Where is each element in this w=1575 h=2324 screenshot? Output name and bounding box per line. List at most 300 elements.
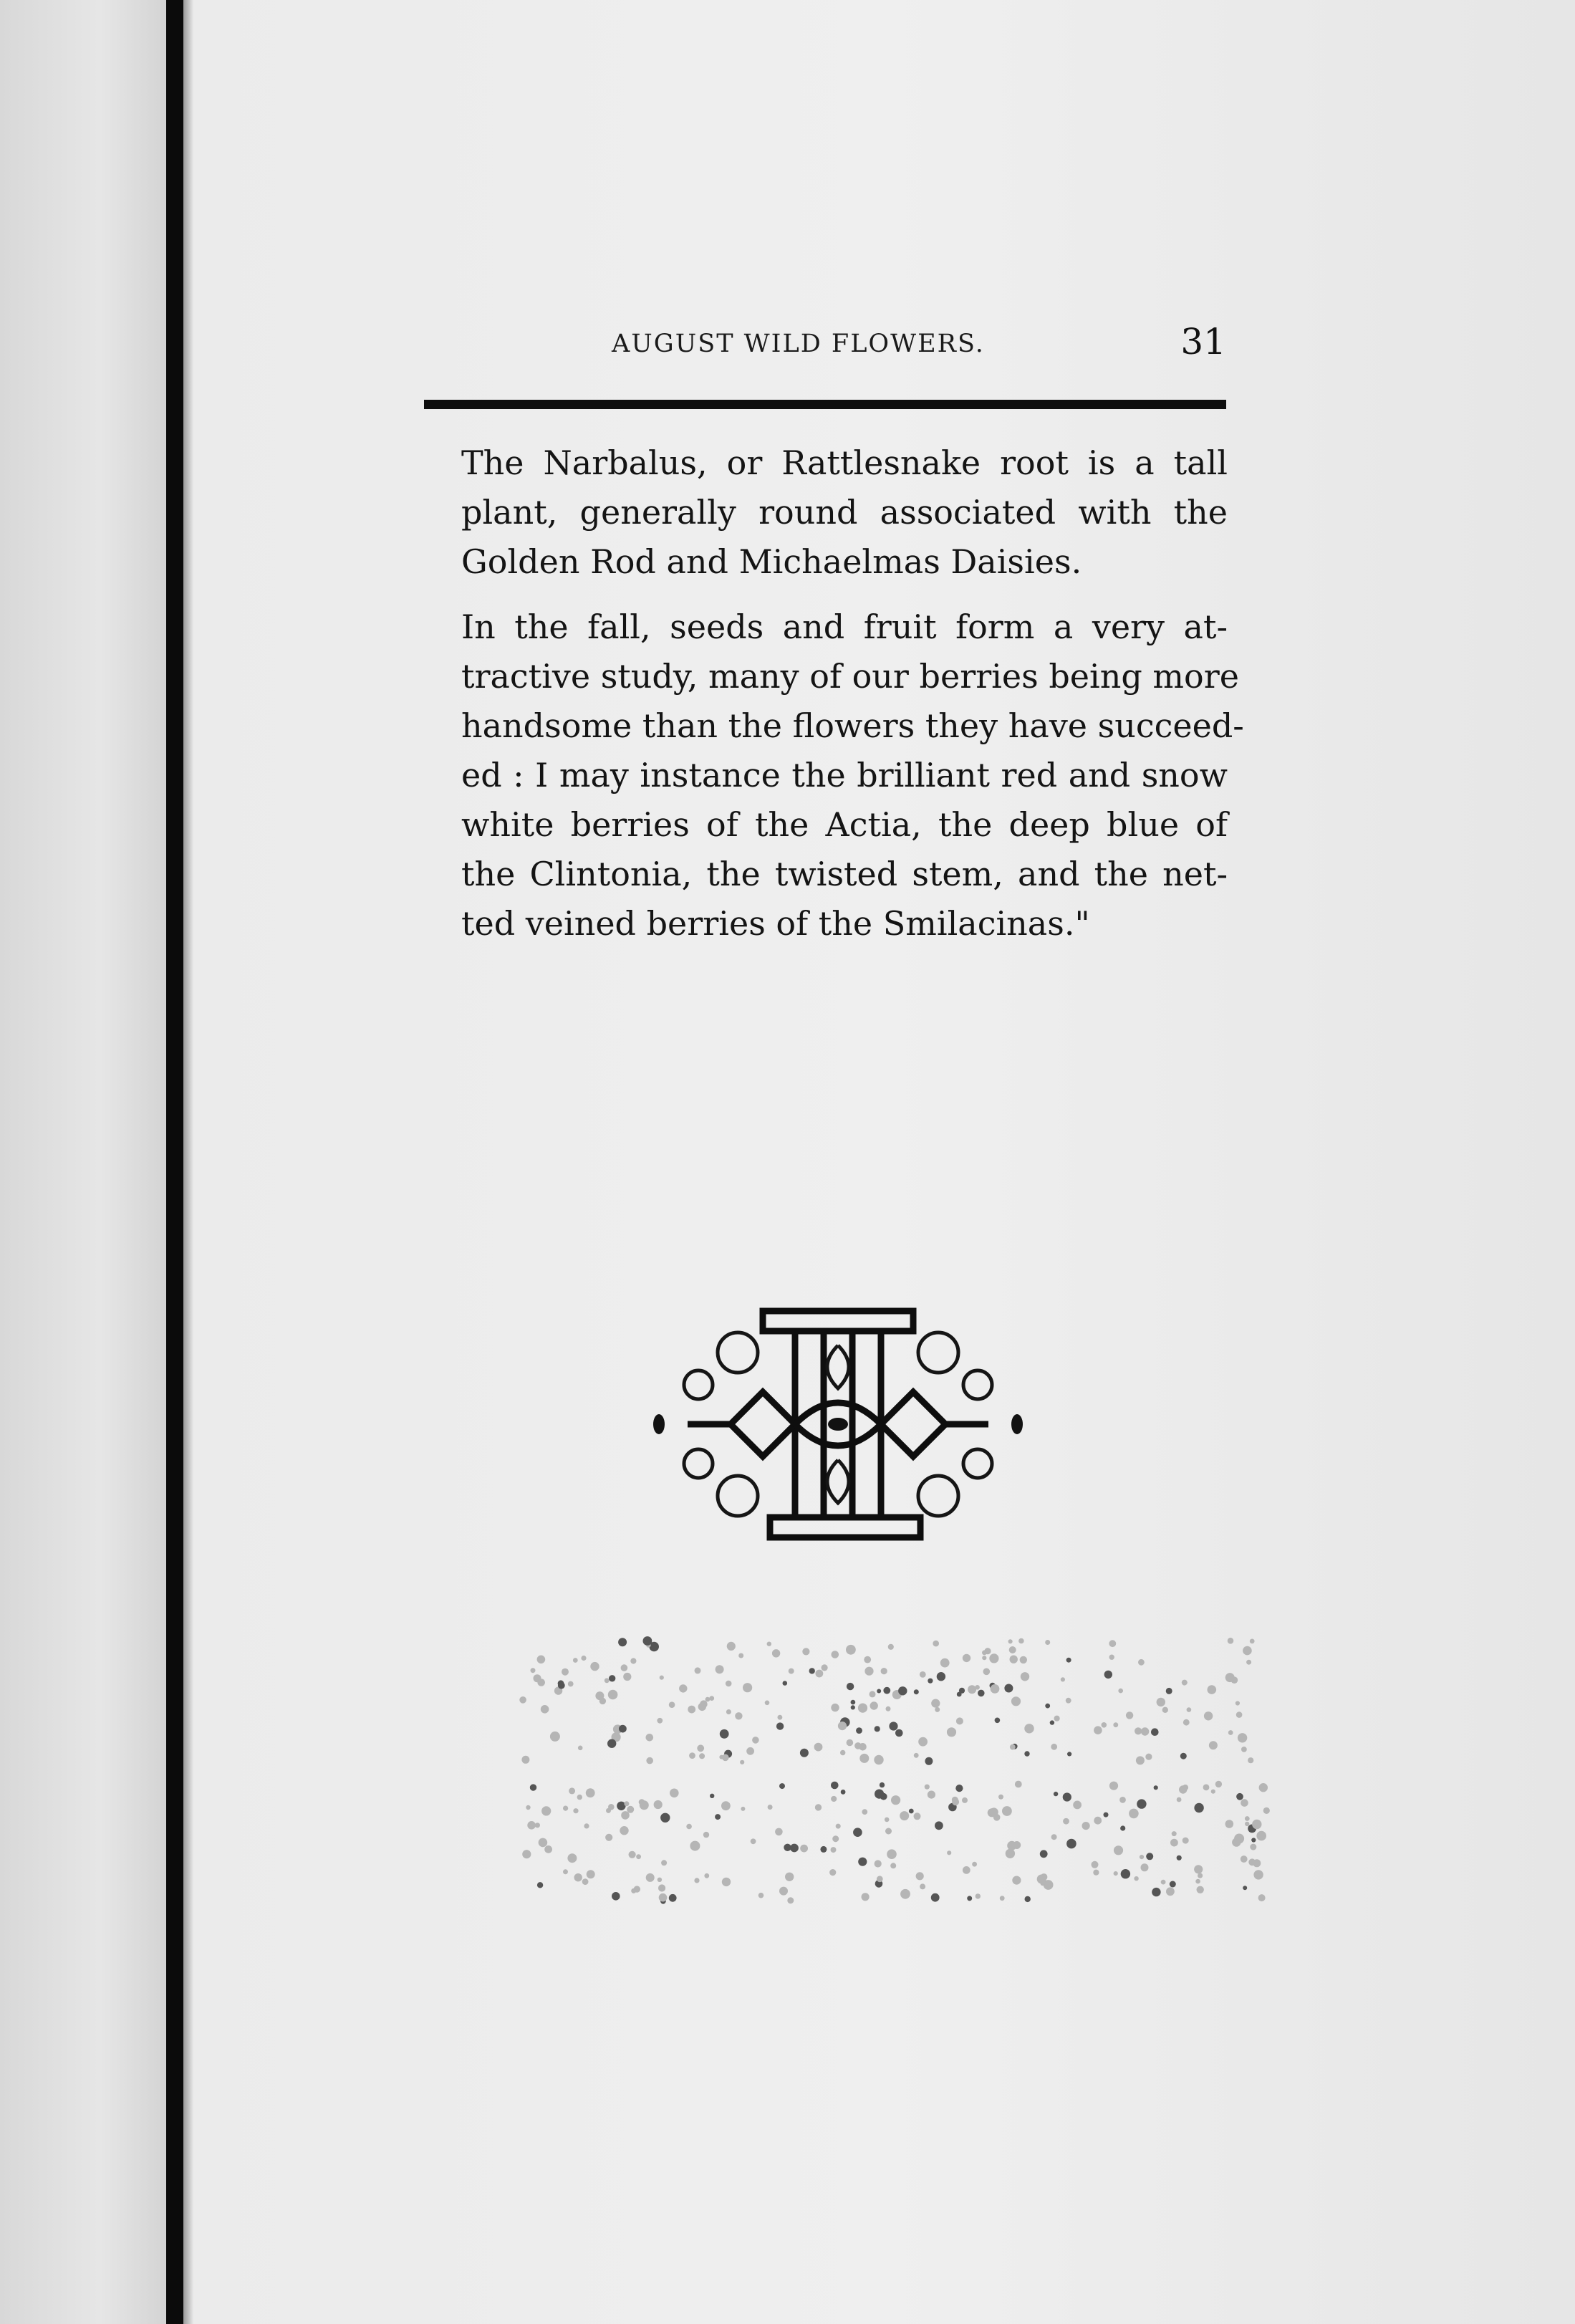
perforation-dot [578, 1746, 583, 1751]
perforation-dot [1015, 1781, 1022, 1788]
perforation-dot [800, 1845, 808, 1853]
perforation-dot [1025, 1896, 1031, 1902]
perforation-dot [995, 1718, 1001, 1724]
text-line: the Clintonia, the twisted stem, and the net- [461, 855, 1228, 893]
perforation-dot [1013, 1841, 1021, 1849]
perforation-dot [829, 1869, 836, 1876]
perforation-dot [1236, 1701, 1240, 1705]
perforation-dot [522, 1850, 531, 1858]
perforation-dot [1245, 1822, 1249, 1826]
perforation-dot [802, 1648, 809, 1655]
perforation-dot [1146, 1853, 1153, 1860]
perforation-dot [1093, 1870, 1099, 1876]
perforation-dot [982, 1651, 987, 1656]
perforation-dot [1118, 1689, 1123, 1694]
perforation-dot [1011, 1696, 1021, 1706]
perforation-dot [972, 1862, 977, 1867]
perforation-dot [1137, 1799, 1146, 1808]
perforation-dot [898, 1686, 907, 1695]
perforation-dot [846, 1645, 856, 1655]
perforation-dot [669, 1894, 677, 1902]
perforation-dot [1067, 1752, 1071, 1756]
perforation-dot [998, 1795, 1003, 1800]
perforation-dot [699, 1753, 705, 1759]
perforation-dot [800, 1749, 809, 1757]
perforation-dot [1259, 1783, 1268, 1792]
perforation-dot [1183, 1719, 1190, 1726]
perforation-dot [1209, 1741, 1218, 1749]
perforation-dot [1225, 1820, 1234, 1828]
perforation-dot [831, 1847, 837, 1853]
perforation-dot [1245, 1816, 1250, 1821]
perforation-dot [881, 1668, 887, 1674]
perforation-dot [710, 1794, 714, 1798]
perforation-dot [925, 1757, 933, 1765]
perforation-dot [690, 1841, 700, 1851]
perforation-dot [874, 1755, 883, 1764]
perforation-dot [1215, 1781, 1222, 1787]
perforation-dot [722, 1754, 729, 1762]
perforation-dot [957, 1692, 962, 1697]
perforation-dot [891, 1795, 900, 1805]
perforation-dot [1211, 1790, 1215, 1794]
perforation-dot [1140, 1855, 1144, 1859]
perforation-dot [1177, 1797, 1182, 1802]
perforation-dot [1157, 1698, 1165, 1706]
perforation-dot [550, 1732, 560, 1742]
perforation-dot [623, 1673, 631, 1681]
perforation-dot [646, 1734, 654, 1742]
perforation-dot [886, 1706, 891, 1711]
perforation-dot [735, 1712, 742, 1719]
perforation-dot [815, 1804, 822, 1810]
perforation-dot [956, 1717, 963, 1724]
perforation-dot [658, 1878, 662, 1882]
perforation-dot [1203, 1785, 1210, 1791]
text-line: tractive study, many of our berries being more [461, 657, 1239, 696]
perforation-dot [1194, 1865, 1203, 1873]
perforation-dot [1138, 1659, 1145, 1666]
perforation-dot [586, 1788, 595, 1797]
perforation-dot [1250, 1844, 1256, 1850]
perforation-dot [853, 1828, 862, 1837]
perforation-dot [1135, 1727, 1142, 1734]
perforation-dot [709, 1696, 714, 1701]
perforation-dot [809, 1668, 815, 1674]
perforation-dot [646, 1757, 653, 1764]
perforation-dot [689, 1752, 695, 1759]
perforation-dot [920, 1671, 926, 1678]
perforation-dot [609, 1675, 615, 1681]
perforation-dot [574, 1873, 582, 1881]
perforation-dot [914, 1753, 919, 1758]
perforation-dot [619, 1725, 627, 1733]
perforation-dot [1012, 1876, 1021, 1885]
perforation-dot [1243, 1886, 1247, 1890]
perforation-dot [847, 1683, 854, 1690]
perforation-dot [535, 1823, 540, 1828]
printers-ornament-icon [645, 1302, 1031, 1546]
perforation-dot [716, 1665, 724, 1674]
perforation-dot [779, 1887, 788, 1896]
perforation-dot [1198, 1873, 1203, 1878]
perforation-dot [920, 1883, 925, 1889]
perforation-dot [1162, 1707, 1168, 1713]
perforation-dot [776, 1722, 784, 1729]
perforation-dot [567, 1853, 577, 1863]
perforation-dot [1225, 1673, 1235, 1682]
perforation-dot [636, 1854, 641, 1859]
perforation-dot [1180, 1753, 1187, 1759]
perforation-dot [1010, 1656, 1018, 1663]
perforation-dot [537, 1679, 545, 1686]
perforation-dot [858, 1858, 867, 1866]
perforation-dot [975, 1685, 980, 1690]
perforation-dot [612, 1892, 620, 1901]
perforation-dot [831, 1704, 839, 1711]
perforation-dot [1094, 1726, 1102, 1734]
perforation-dot [779, 1783, 785, 1789]
perforation-dot [864, 1656, 871, 1663]
perforation-dot [1054, 1716, 1060, 1722]
perforation-dot [1166, 1688, 1172, 1694]
perforation-dot [947, 1850, 951, 1855]
perforation-dot [1258, 1894, 1266, 1901]
perforation-dot [976, 1893, 981, 1898]
perforation-dot [858, 1704, 867, 1713]
perforated-library-stamp-icon [501, 1612, 1289, 1941]
perforation-dot [790, 1844, 799, 1853]
perforation-dot [1246, 1660, 1251, 1665]
perforation-dot [1020, 1656, 1027, 1663]
perforation-dot [1045, 1640, 1050, 1645]
perforation-dot [646, 1873, 655, 1882]
perforation-dot [608, 1690, 618, 1700]
perforation-dot [563, 1869, 568, 1874]
perforation-dot [605, 1834, 612, 1841]
perforation-dot [875, 1860, 882, 1867]
perforation-dot [775, 1828, 783, 1836]
perforation-dot [526, 1805, 530, 1810]
perforation-dot [659, 1893, 668, 1902]
perforation-dot [925, 1785, 930, 1790]
perforation-dot [1066, 1698, 1071, 1704]
perforation-dot [1104, 1671, 1112, 1679]
perforation-dot [1263, 1807, 1270, 1814]
perforation-dot [1121, 1869, 1130, 1878]
perforation-dot [704, 1873, 709, 1878]
perforation-dot [758, 1893, 764, 1898]
perforation-dot [836, 1824, 841, 1829]
perforation-dot [831, 1796, 837, 1802]
perforation-dot [1037, 1875, 1046, 1884]
perforation-dot [1151, 1728, 1159, 1736]
perforation-dot [582, 1878, 589, 1885]
perforation-dot [1006, 1849, 1015, 1858]
perforation-dot [1182, 1680, 1188, 1686]
perforation-dot [883, 1687, 890, 1694]
perforation-dot [1248, 1858, 1256, 1866]
perforation-dot [1256, 1831, 1266, 1841]
perforation-dot [720, 1729, 729, 1739]
perforation-dot [751, 1838, 756, 1844]
perforation-dot [590, 1662, 599, 1671]
perforation-dot [814, 1743, 823, 1752]
text-line: In the fall, seeds and fruit form a very at- [461, 608, 1228, 646]
perforation-dot [1040, 1850, 1048, 1858]
perforation-dot [847, 1739, 854, 1747]
perforation-dot [1094, 1817, 1102, 1825]
text-line: white berries of the Actia, the deep blue of [461, 805, 1228, 844]
perforation-dot [978, 1690, 985, 1697]
perforation-dot [568, 1681, 574, 1687]
paragraph-2 [421, 602, 1244, 949]
perforation-dot [1109, 1640, 1116, 1647]
perforation-dot [982, 1656, 986, 1660]
perforation-dot [963, 1654, 970, 1662]
perforation-dot [768, 1805, 773, 1810]
perforation-dot [605, 1678, 610, 1683]
perforation-dot [1114, 1845, 1123, 1855]
perforation-dot [864, 1667, 873, 1676]
perforation-dot [1177, 1855, 1182, 1860]
perforation-dot [1120, 1825, 1125, 1830]
perforation-dot [1183, 1785, 1188, 1790]
perforation-dot [1208, 1685, 1217, 1694]
perforation-dot [841, 1790, 846, 1795]
perforation-dot [1066, 1839, 1077, 1849]
perforation-dot [698, 1703, 706, 1711]
perforation-dot [1170, 1839, 1178, 1847]
perforation-dot [640, 1800, 649, 1810]
header-rule [424, 400, 1226, 409]
text-line: handsome than the flowers they have succeed- [461, 706, 1244, 745]
perforation-dot [1021, 1672, 1029, 1681]
perforation-dot [832, 1651, 839, 1658]
perforation-dot [1204, 1711, 1213, 1720]
perforation-dot [705, 1697, 711, 1702]
perforation-dot [657, 1718, 663, 1724]
perforation-dot [914, 1689, 919, 1694]
perforation-dot [789, 1668, 794, 1674]
perforation-dot [1063, 1818, 1069, 1825]
perforation-dot [820, 1846, 827, 1853]
perforation-dot [519, 1696, 526, 1704]
perforation-dot [877, 1876, 883, 1882]
perforation-dot [1066, 1658, 1071, 1663]
perforation-dot [838, 1722, 847, 1730]
text-line: ted veined berries of the Smilacinas." [461, 904, 1090, 943]
perforation-dot [679, 1684, 687, 1692]
perforation-dot [885, 1818, 890, 1823]
perforation-dot [887, 1849, 897, 1859]
perforation-dot [783, 1681, 788, 1686]
perforation-dot [606, 1808, 611, 1813]
perforation-dot [1241, 1799, 1248, 1807]
perforation-dot [624, 1801, 629, 1806]
perforation-dot [1119, 1797, 1126, 1803]
perforation-dot [888, 1644, 894, 1650]
perforation-dot [562, 1668, 569, 1676]
perforation-dot [928, 1679, 933, 1684]
perforation-dot [1126, 1711, 1133, 1719]
perforation-dot [1102, 1722, 1107, 1728]
perforation-dot [595, 1691, 604, 1700]
perforation-dot [670, 1789, 679, 1798]
perforation-dot [577, 1795, 582, 1800]
perforation-dot [621, 1664, 628, 1671]
perforation-dot [1051, 1834, 1057, 1840]
perforation-dot [832, 1835, 839, 1842]
perforation-dot [778, 1715, 783, 1720]
perforation-dot [937, 1672, 945, 1681]
perforation-dot [1000, 1896, 1005, 1901]
perforation-dot [931, 1699, 940, 1708]
perforation-dot [940, 1658, 950, 1668]
perforation-dot [697, 1744, 704, 1752]
perforation-dot [558, 1680, 564, 1686]
perforation-dot [880, 1782, 885, 1787]
perforation-dot [1113, 1722, 1118, 1727]
page-number: 31 [1180, 321, 1226, 362]
perforation-dot [1054, 1792, 1058, 1796]
perforation-dot [654, 1800, 663, 1809]
perforation-dot [658, 1884, 665, 1891]
perforation-dot [722, 1878, 731, 1886]
perforation-dot [983, 1668, 991, 1676]
perforation-dot [1232, 1838, 1241, 1846]
perforation-dot [727, 1642, 736, 1651]
perforation-dot [573, 1658, 578, 1663]
perforation-dot [1236, 1711, 1243, 1718]
body-text [421, 438, 1244, 964]
perforation-dot [1010, 1744, 1016, 1750]
text-line: Golden Rod and Michaelmas Daisies. [461, 542, 1082, 581]
perforation-dot [955, 1785, 963, 1792]
perforation-dot [587, 1870, 595, 1878]
perforation-dot [870, 1701, 878, 1709]
perforation-dot [1134, 1876, 1138, 1881]
perforation-dot [914, 1812, 921, 1820]
running-head [424, 321, 1226, 364]
perforation-dot [989, 1653, 998, 1663]
perforation-dot [1109, 1655, 1114, 1660]
perforation-dot [1161, 1880, 1166, 1885]
perforation-dot [607, 1739, 616, 1748]
perforation-dot [877, 1689, 881, 1694]
perforation-dot [1051, 1744, 1057, 1750]
perforation-dot [1092, 1861, 1099, 1868]
perforation-dot [741, 1807, 745, 1811]
perforation-dot [1141, 1727, 1149, 1735]
perforation-dot [537, 1882, 543, 1888]
perforation-dot [537, 1656, 546, 1664]
perforation-dot [1004, 1684, 1013, 1693]
perforation-dot [1114, 1871, 1118, 1876]
perforation-dot [1243, 1646, 1252, 1656]
perforation-dot [1136, 1756, 1145, 1764]
perforation-dot [928, 1791, 935, 1799]
perforation-dot [1063, 1792, 1071, 1801]
perforation-dot [660, 1813, 670, 1823]
perforation-dot [581, 1656, 586, 1661]
perforation-dot [990, 1807, 998, 1816]
perforation-dot [1248, 1757, 1253, 1763]
perforation-dot [962, 1797, 968, 1803]
perforation-dot [765, 1701, 770, 1706]
perforation-dot [1250, 1639, 1255, 1644]
perforation-dot [875, 1790, 884, 1799]
perforation-dot [620, 1826, 628, 1835]
perforation-dot [1187, 1707, 1192, 1712]
perforation-dot [909, 1809, 914, 1814]
perforation-dot [1252, 1820, 1261, 1829]
perforation-dot [643, 1636, 652, 1646]
text-line: ed : I may instance the brilliant red and snow [461, 756, 1228, 794]
perforation-dot [1170, 1881, 1176, 1888]
perforation-dot [1238, 1733, 1247, 1742]
perforation-dot [740, 1760, 744, 1764]
perforation-dot [931, 1893, 940, 1902]
perforation-dot [1009, 1646, 1016, 1653]
perforation-dot [1045, 1704, 1050, 1709]
perforation-dot [968, 1685, 976, 1694]
perforation-dot [862, 1893, 870, 1901]
perforation-dot [1018, 1638, 1024, 1644]
perforation-dot [967, 1896, 972, 1901]
perforation-dot [694, 1878, 699, 1883]
perforation-dot [1236, 1793, 1243, 1800]
perforation-dot [1141, 1863, 1149, 1871]
perforation-dot [688, 1706, 695, 1714]
perforation-dot [1073, 1801, 1082, 1810]
perforation-dot [784, 1844, 791, 1851]
perforation-dot [715, 1814, 721, 1820]
perforation-dot [900, 1889, 910, 1899]
perforation-dot [916, 1872, 924, 1880]
perforation-dot [746, 1747, 754, 1755]
perforation-dot [721, 1801, 731, 1810]
perforation-dot [541, 1705, 549, 1714]
perforation-dot [1050, 1720, 1054, 1724]
perforation-dot [539, 1838, 548, 1848]
text-line: The Narbalus, or Rattlesnake root is a tall [461, 443, 1228, 482]
perforation-dot [1194, 1803, 1203, 1812]
perforation-dot [991, 1684, 1000, 1694]
perforation-dot [854, 1742, 862, 1749]
perforation-dot [862, 1809, 867, 1815]
perforation-dot [933, 1641, 939, 1647]
perforation-dot [772, 1649, 780, 1657]
perforation-dot [831, 1782, 839, 1790]
perforation-dot [1241, 1855, 1248, 1863]
perforation-dot [1024, 1724, 1034, 1733]
perforation-dot [870, 1691, 876, 1697]
binding-shadow [183, 0, 193, 2324]
perforation-dot [851, 1705, 855, 1709]
perforation-dot [695, 1667, 701, 1674]
perforation-dot [1251, 1838, 1256, 1842]
perforation-dot [935, 1821, 943, 1830]
perforation-dot [851, 1700, 856, 1705]
perforation-dot [530, 1784, 536, 1790]
text-line: plant, generally round associated with the [461, 493, 1228, 532]
perforation-dot [618, 1638, 627, 1646]
perforation-dot [952, 1797, 958, 1803]
perforation-dot [703, 1832, 709, 1838]
perforation-dot [1228, 1638, 1234, 1644]
perforation-dot [856, 1727, 862, 1734]
